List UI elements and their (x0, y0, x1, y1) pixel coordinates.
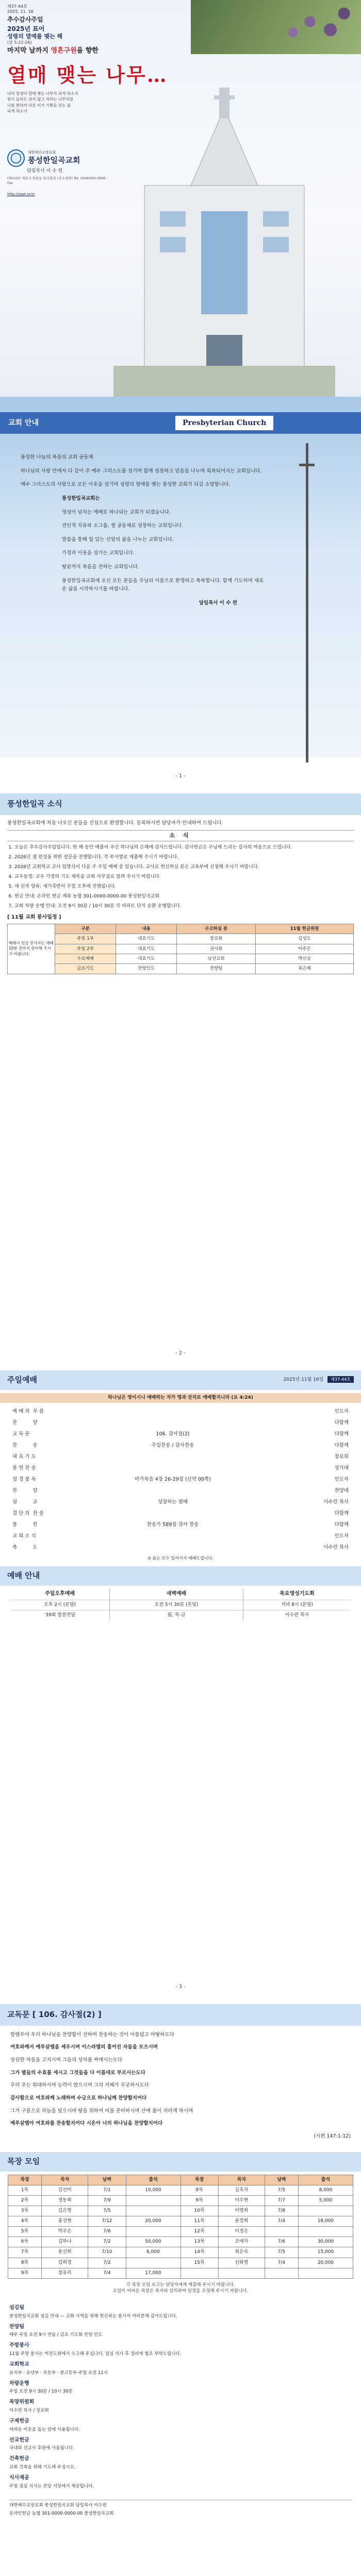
bible-text (0, 2026, 361, 2150)
info-heading: 교회학교 (9, 2362, 29, 2368)
table-cell (298, 2206, 353, 2216)
tagline-highlight: 영혼구원 (51, 47, 77, 55)
table-cell: 저녁 8시 (본당) (243, 1600, 351, 1610)
order-label: 대 표 기 도 (12, 1453, 36, 1460)
table-cell: 7/5 (265, 2247, 298, 2258)
schedule-header: 내용 (116, 924, 177, 934)
table-cell: 20,000 (126, 2216, 180, 2227)
table-cell: 9목 (180, 2196, 218, 2206)
table-cell: 10목 (180, 2206, 218, 2216)
table-cell: 대표기도 (116, 934, 177, 944)
table-row (8, 2227, 353, 2237)
table-cell: 남선교회 (177, 954, 256, 963)
order-content: 마가복음 4장 26-29절 (신약 00쪽) (135, 1476, 211, 1482)
table-cell (180, 2268, 218, 2278)
table-row (8, 964, 354, 974)
table-cell: 홍성현 (42, 2216, 88, 2227)
order-leader: 다함께 (334, 1510, 349, 1516)
cross-image (299, 443, 315, 762)
order-content (72, 1508, 273, 1519)
table-cell (298, 2268, 353, 2278)
poem-line: 나를 통하여 다른 이가 기쁨을 얻는 삶 (7, 103, 71, 108)
table-cell: 윤선희 (42, 2247, 88, 2258)
worship-order-page (0, 1370, 361, 2004)
bible-verse: 그가 별들의 수효를 세시고 그것들을 다 이름대로 부르시는도다 (10, 2070, 145, 2076)
bible-title: 교독문 [ 106. 감사절(2) ] (0, 2004, 361, 2026)
order-leader: 다함께 (334, 1431, 349, 1437)
table-cell: 7/4 (265, 2216, 298, 2227)
offering-note-line: 모임이 어려운 목장은 목자와 상의하여 일정을 조정해 주시기 바랍니다. (112, 2289, 249, 2294)
info-footer (0, 2495, 361, 2522)
table-cell: 수요예배 (55, 954, 116, 963)
table-cell (265, 2268, 298, 2278)
table-cell: 최은혜 (256, 964, 354, 974)
table-row (8, 2196, 353, 2206)
year-motto-label: 2025년 표어 (7, 25, 45, 32)
table-cell: 장유리 (42, 2268, 88, 2278)
table-cell: 윤정희 (218, 2216, 265, 2227)
order-row (10, 1440, 351, 1451)
order-title: 주일예배 (7, 1375, 37, 1384)
order-row (10, 1485, 351, 1497)
table-cell: 7/4 (88, 2268, 126, 2278)
info-heading: 건축헌금 (9, 2456, 29, 2462)
table-cell: 9목 (8, 2268, 42, 2278)
table-cell: 20,000 (298, 2258, 353, 2268)
news-item: 4. 교우동정: 교우 가정의 기도 제목을 교회 사무실로 알려 주시기 바랍니다. (14, 874, 354, 881)
services-table (10, 1589, 351, 1620)
order-label: 예 배 의 부 름 (12, 1408, 44, 1414)
vision-item: 땅끝까지 복음을 전하는 교회입니다. (62, 564, 139, 570)
order-label: 봉 헌 찬 송 (12, 1465, 36, 1471)
closing-text: 풍성한일곡교회에 오신 모든 분들을 주님의 이름으로 환영하고 축복합니다. 함께 기도하며 새로운 삶을 시작하시기를 바랍니다. (62, 578, 264, 592)
table-cell: 7목 (8, 2247, 42, 2258)
table-row (10, 1600, 351, 1610)
table-cell: 30,000 (298, 2237, 353, 2247)
order-content (72, 1542, 273, 1553)
intro-paragraph: 풍성한 나눔의 복음의 교회 공동체 (21, 454, 93, 460)
offering-note-line: 각 목장 모임 보고는 담당자에게 제출해 주시기 바랍니다. (126, 2282, 235, 2287)
news-item: 7. 교회 차량 운행 안내: 오전 9시 30분 / 10시 30분 각 아파트 단지 순환 운행합니다. (14, 903, 354, 910)
bible-verse: 우리 주는 위대하시며 능력이 많으시며 그의 지혜가 무궁하시도다 (10, 2082, 149, 2089)
info-heading: 목양위원회 (9, 2399, 35, 2405)
table-cell: '39회 말씀전달 (10, 1610, 110, 1620)
intro-page (0, 397, 361, 793)
table-cell: 17,000 (126, 2268, 180, 2278)
thanksgiving-label: 추수감사주일 (7, 16, 43, 23)
offering-table (8, 2175, 353, 2278)
church-logo-icon (7, 149, 25, 167)
vision-item: 영성이 넘치는 예배로 하나되는 교회가 되겠습니다. (62, 509, 171, 515)
table-cell: 5,000 (298, 2196, 353, 2206)
intro-paragraph: 하나님의 사랑 안에서 다 같이 주 예수 그리스도를 섬기며 함께 성장하고 믿음을 나누며 회복되어지는 교회입니다. (21, 468, 262, 474)
order-label: 성 경 봉 독 (12, 1476, 36, 1482)
order-content: 성장하는 열매 (157, 1499, 188, 1505)
bible-verse: 상심한 자들을 고치시며 그들의 상처를 싸매시는도다 (10, 2057, 122, 2063)
order-row (10, 1417, 351, 1429)
bible-reference: (시편 147:1-12) (314, 2133, 351, 2139)
table-cell: 찬양인도 (116, 964, 177, 974)
table-cell (298, 2227, 353, 2237)
services-header: 새벽예배 (110, 1589, 243, 1600)
table-cell: 장로회 (177, 934, 256, 944)
bible-verse: 감사함으로 여호와께 노래하며 수금으로 하나님께 찬양할지어다 (10, 2095, 147, 2101)
news-item: 5. 새 신자 양육: 새가족반이 주일 오후에 진행됩니다. (14, 884, 354, 891)
info-text: 11월 주방 봉사는 여전도회에서 수고해 주십니다. 점심 식사 후 정리에 협조 부탁드립니다. (9, 2351, 182, 2357)
poem-line: 힘이 들어도 쉬지 않고 자라는 나무처럼 (7, 97, 73, 102)
order-leader: 성가대 (334, 1465, 349, 1471)
table-cell: 이영희 (218, 2206, 265, 2216)
table-row (8, 2258, 353, 2268)
table-cell: 이수련 목사 (243, 1610, 351, 1620)
table-cell: 12목 (180, 2227, 218, 2237)
table-cell: 대표기도 (116, 944, 177, 954)
table-cell: 7/5 (265, 2185, 298, 2196)
info-text: 어려운 이웃을 돕는 일에 사용됩니다. (9, 2427, 80, 2432)
page-number: - 2 - (175, 1350, 186, 1356)
info-text: 이수련 목사 / 장로회 (9, 2408, 49, 2413)
table-cell (265, 2227, 298, 2237)
table-cell: 김선미 (42, 2185, 88, 2196)
table-cell: 정동희 (42, 2196, 88, 2206)
offering-header: 날짜 (88, 2175, 126, 2185)
church-building-image (113, 77, 335, 397)
vision-item: 가정과 이웃을 섬기는 교회입니다. (62, 550, 135, 556)
table-cell: 7/9 (88, 2196, 126, 2206)
table-cell: 14목 (180, 2247, 218, 2258)
order-table (10, 1406, 351, 1553)
offering-header: 출석 (126, 2175, 180, 2185)
table-cell: 조애자 (218, 2237, 265, 2247)
schedule-header: 11월 헌금위원 (256, 924, 354, 934)
order-legend: ⊙ 표는 모두 일어서서 예배드립니다. (147, 1555, 214, 1561)
schedule-note: 예배시 헌금 봉사자는 예배 10분 전까지 준비해 주시기 바랍니다. (8, 924, 55, 974)
table-cell: 오후 2시 (본당) (10, 1600, 110, 1610)
order-row (10, 1463, 351, 1474)
offering-header: 목자 (218, 2175, 265, 2185)
pastor-signature: 담임목사 이 수 련 (199, 600, 237, 606)
table-cell (126, 2206, 180, 2216)
pastor-name: 담임목사 이 수 련 (27, 168, 63, 174)
table-cell: 1목 (8, 2185, 42, 2196)
cover-poem (7, 91, 105, 114)
table-cell: 50,000 (126, 2237, 180, 2247)
services-title: 예배 안내 (0, 1566, 361, 1586)
table-cell: 7/12 (88, 2216, 126, 2227)
table-cell: 박신실 (256, 954, 354, 963)
info-text: 매주 주일 오전 9시 연습 / 금요 기도회 찬양 인도 (9, 2332, 103, 2338)
order-header (0, 1370, 361, 1390)
order-leader: 찬양대 (334, 1487, 349, 1494)
offering-body (8, 2185, 353, 2278)
order-leader: 이수련 목사 (323, 1544, 349, 1550)
table-row (8, 934, 354, 944)
news-page (0, 793, 361, 1370)
table-cell: 7/10 (88, 2247, 126, 2258)
info-heading: 식사제공 (9, 2475, 29, 2481)
table-cell: 7/1 (88, 2185, 126, 2196)
table-cell (126, 2196, 180, 2206)
services-header: 주일오후예배 (45, 1591, 75, 1597)
order-row (10, 1542, 351, 1553)
order-row (10, 1406, 351, 1417)
table-cell: 10,000 (126, 2185, 180, 2196)
issue-info (7, 4, 34, 15)
denomination: 대한예수교장로회 (28, 150, 56, 155)
table-cell: 8목 (180, 2185, 218, 2196)
table-cell: 김희경 (42, 2258, 88, 2268)
page-number: - 1 - (175, 773, 186, 779)
order-label: 결 단 의 찬 송 (12, 1510, 44, 1516)
offering-header: 목장 (8, 2175, 42, 2185)
tagline-post: 을 향한 (76, 47, 99, 55)
info-text: 유치부 · 유년부 · 초등부 · 중고등부 주일 오전 11시 (9, 2370, 108, 2376)
table-cell: 오전 5시 30분 (본당) (110, 1600, 243, 1610)
order-content: 찬송가 589장 감사 찬송 (146, 1521, 199, 1528)
table-cell: 7/6 (265, 2237, 298, 2247)
offering-header: 목장 (180, 2175, 218, 2185)
order-leader: 다함께 (334, 1521, 349, 1528)
table-cell: 4목 (8, 2216, 42, 2227)
order-leader: 이수련 목사 (323, 1499, 349, 1505)
footer-line: 대한예수교장로회 풍성한일곡교회 담임목사 이수련 (9, 2502, 107, 2508)
table-cell (126, 2258, 180, 2268)
table-cell: 김은영 (42, 2206, 88, 2216)
info-text: 주일 오전 9시 30분 / 10시 30분 (9, 2389, 73, 2395)
tagline-pre: 마지막 날까지 (7, 47, 51, 55)
table-cell: 월, 목-금 (110, 1610, 243, 1620)
motto-reference: (갈 5:22-26) (7, 40, 32, 45)
news-item: 1. 오늘은 추수감사주일입니다. 한 해 동안 베풀어 주신 하나님의 은혜에 감사드립니다. 감사헌금은 주님께 드리는 감사의 마음으로 드립니다. (14, 844, 354, 852)
order-row (10, 1531, 351, 1542)
bible-page (0, 2004, 361, 2576)
table-cell: 6,000 (126, 2247, 180, 2258)
table-cell: 권사회 (177, 944, 256, 954)
table-row (8, 954, 354, 963)
news-list (7, 844, 354, 910)
table-cell: 이정은 (218, 2227, 265, 2237)
order-label: 찬 양 (12, 1487, 38, 1494)
vision-item: 말씀을 통해 힘 있는 신앙의 삶을 나누는 교회입니다. (62, 536, 174, 543)
poem-line: 나의 일생이 열매 맺는 나무가 되게 하소서 (7, 91, 78, 96)
order-row (10, 1474, 351, 1485)
order-verse: 하나님은 영이시니 예배하는 자가 영과 진리로 예배할지니라 (요 4:24) (0, 1393, 361, 1403)
table-cell: 15목 (180, 2258, 218, 2268)
table-cell: 7/2 (88, 2237, 126, 2247)
order-date: 2025년 11월 16일 (283, 1377, 324, 1383)
order-row (10, 1497, 351, 1508)
table-row (8, 2237, 353, 2247)
table-row (8, 944, 354, 954)
intro-title-en: Presbyterian Church (175, 416, 273, 430)
info-section (0, 2298, 361, 2495)
grapes-image (191, 0, 361, 54)
vision-item: 전인적 치유와 소그룹, 셀 공동체로 성장하는 교회입니다. (62, 523, 184, 529)
table-row (8, 2185, 353, 2196)
order-leader: 인도자 (334, 1476, 349, 1482)
footer-line: 온라인헌금 농협 301-0000-0000-00 풍성한일곡교회 (9, 2511, 114, 2516)
table-cell: 7/7 (265, 2196, 298, 2206)
order-label: 찬 송 (12, 1442, 38, 1448)
table-row (8, 2206, 353, 2216)
bible-verse: 그가 구름으로 하늘을 덮으시며 땅을 위하여 비를 준비하시며 산에 풀이 자라게 하시며 (10, 2108, 193, 2114)
table-cell: 7/8 (265, 2206, 298, 2216)
info-heading: 섬김팀 (9, 2305, 24, 2311)
news-item: 2. 2026년 셀 편성을 위한 설문을 진행합니다. 각 부서별로 제출해 주시기 바랍니다. (14, 854, 354, 861)
order-label: 찬 양 (12, 1419, 38, 1426)
intro-title: 교회 안내 (8, 418, 39, 427)
schedule-title: [ 11월 교회 봉사일정 ] (7, 914, 61, 921)
order-content (72, 1531, 273, 1542)
vision-title: 풍성한일곡교회는 (62, 495, 100, 501)
intro-paragraph: 예수 그리스도의 사랑으로 모든 이웃을 섬기며 성령의 열매를 맺는 풍성한 교회가 되길 소망합니다. (21, 482, 231, 488)
order-label: 축 도 (12, 1544, 38, 1550)
table-cell: 박주은 (42, 2227, 88, 2237)
issue-number: 제37-44호 (7, 4, 27, 9)
table-cell: 11목 (180, 2216, 218, 2227)
info-text: 풍성한일곡교회 섬김 안내 — 교회 사역을 위해 헌신하는 봉사자 여러분께 감사드립니다. (9, 2313, 177, 2319)
order-content (72, 1451, 273, 1463)
order-label: 설 교 (12, 1499, 38, 1505)
order-label: 봉 헌 (12, 1521, 38, 1528)
poem-line: 되게 하소서 (7, 108, 27, 113)
table-cell: 5목 (8, 2227, 42, 2237)
order-leader: 인도자 (334, 1533, 349, 1539)
order-leader: 장로회 (334, 1453, 349, 1460)
info-heading: 차량운행 (9, 2380, 29, 2386)
table-cell: 이주은 (256, 944, 354, 954)
table-cell: 김하나 (42, 2237, 88, 2247)
table-cell: 3목 (8, 2206, 42, 2216)
table-cell: 7/5 (88, 2206, 126, 2216)
offering-header: 출석 (298, 2175, 353, 2185)
info-text: 교회 건축을 위해 기도해 주십시오. (9, 2464, 76, 2470)
table-cell: 8,000 (298, 2185, 353, 2196)
table-cell: 8목 (8, 2258, 42, 2268)
bible-verse: 여호와께서 예루살렘을 세우시며 이스라엘의 흩어진 자들을 모으시며 (10, 2044, 158, 2050)
table-row (10, 1610, 351, 1620)
order-row (10, 1508, 351, 1519)
table-row (8, 2268, 353, 2278)
table-cell: 대표기도 (116, 954, 177, 963)
year-motto: 성령의 열매를 맺는 해 (7, 33, 63, 40)
table-cell: 신화영 (218, 2258, 265, 2268)
website-link[interactable]: http://sspt.or.kr (7, 192, 35, 196)
news-bar: 소 식 (7, 830, 354, 841)
bible-verse: 예루살렘아 여호와를 찬송할지어다 시온아 너의 하나님을 찬양할지어다 (10, 2121, 163, 2127)
schedule-header: 구분 (55, 924, 116, 934)
order-row (10, 1451, 351, 1463)
welcome-text: 풍성한일곡교회에 처음 나오신 분들을 진심으로 환영합니다. 등록하시면 담당자가 안내하여 드립니다. (7, 820, 223, 826)
order-row (10, 1429, 351, 1440)
order-content (72, 1406, 273, 1417)
cover-headline: 열매 맺는 나무… (7, 63, 168, 87)
intro-text (21, 453, 268, 613)
table-cell: 7/4 (265, 2258, 298, 2268)
table-cell: 2목 (8, 2196, 42, 2206)
issue-date: 2025. 11. 16 (7, 9, 34, 14)
table-cell: 7/6 (88, 2227, 126, 2237)
order-leader: 다함께 (334, 1419, 349, 1426)
church-name: 풍성한일곡교회 (28, 156, 80, 165)
order-label: 교 독 문 (12, 1431, 30, 1437)
news-item: 3. 2026년 교회학교 교사 임명식이 다음 주 주일 예배 중 있습니다. 교사로 헌신하실 분은 교육부에 신청해 주시기 바랍니다. (14, 864, 354, 871)
table-cell: 13목 (180, 2237, 218, 2247)
info-heading: 선교헌금 (9, 2437, 29, 2443)
table-cell: 15,000 (298, 2247, 353, 2258)
order-content (72, 1463, 273, 1474)
page-number: - 3 - (175, 1984, 186, 1990)
offering-header: 목자 (42, 2175, 88, 2185)
order-leader: 다함께 (334, 1442, 349, 1448)
table-cell: 7/2 (88, 2258, 126, 2268)
order-tag: 제37-44호 (327, 1376, 354, 1383)
info-heading: 찬양팀 (9, 2324, 24, 2330)
table-cell: 6목 (8, 2237, 42, 2247)
order-content: 주일찬송 / 감사찬송 (151, 1442, 194, 1448)
info-heading: 주방봉사 (9, 2343, 29, 2349)
table-cell: 주일 2부 (55, 944, 116, 954)
news-item: 6. 헌금 안내: 온라인 헌금 계좌 농협 301-0000-0000-00 풍성한일곡교회 (14, 893, 354, 901)
schedule-table (7, 924, 354, 974)
schedule-header: 수고하실 분 (177, 924, 256, 934)
order-row (10, 1519, 351, 1531)
tagline (7, 46, 99, 56)
church-logo-row (7, 149, 80, 167)
table-cell: 이주현 (218, 2196, 265, 2206)
offering-header: 날짜 (265, 2175, 298, 2185)
table-cell: 최은숙 (218, 2247, 265, 2258)
table-row (8, 2247, 353, 2258)
info-heading: 구제헌금 (9, 2418, 29, 2425)
services-header: 목요영성기도회 (243, 1589, 351, 1600)
cover-page (0, 0, 361, 397)
church-address: (30101) 세종시 한솔동 일곡원길 (주소생략) Tel: (044)000-0000 · Fax (7, 176, 108, 185)
info-text: 주일 점심 식사는 본당 식당에서 제공됩니다. (9, 2483, 94, 2489)
offering-title: 목장 모임 (0, 2152, 361, 2172)
order-label: 교 회 소 식 (12, 1533, 36, 1539)
table-cell: 김옥자 (218, 2185, 265, 2196)
table-cell: 찬양팀 (177, 964, 256, 974)
order-content: 106. 감사절(2) (156, 1431, 190, 1437)
order-content (72, 1417, 273, 1429)
bible-verse: 할렐루야 우리 하나님을 찬양함이 선하며 찬송하는 것이 아름답고 마땅하도다 (10, 2031, 174, 2038)
info-text: 국내외 선교사 후원에 사용됩니다. (9, 2446, 74, 2451)
table-cell: 금요기도 (55, 964, 116, 974)
table-cell (218, 2268, 265, 2278)
table-row (8, 2216, 353, 2227)
news-title: 풍성한일곡 소식 (0, 793, 361, 815)
table-cell: 18,000 (298, 2216, 353, 2227)
order-leader: 인도자 (334, 1408, 349, 1414)
intro-banner (0, 412, 361, 434)
table-cell: 김성도 (256, 934, 354, 944)
order-content (72, 1485, 273, 1497)
offering-note (0, 2282, 361, 2295)
table-cell (126, 2227, 180, 2237)
table-cell: 주일 1부 (55, 934, 116, 944)
